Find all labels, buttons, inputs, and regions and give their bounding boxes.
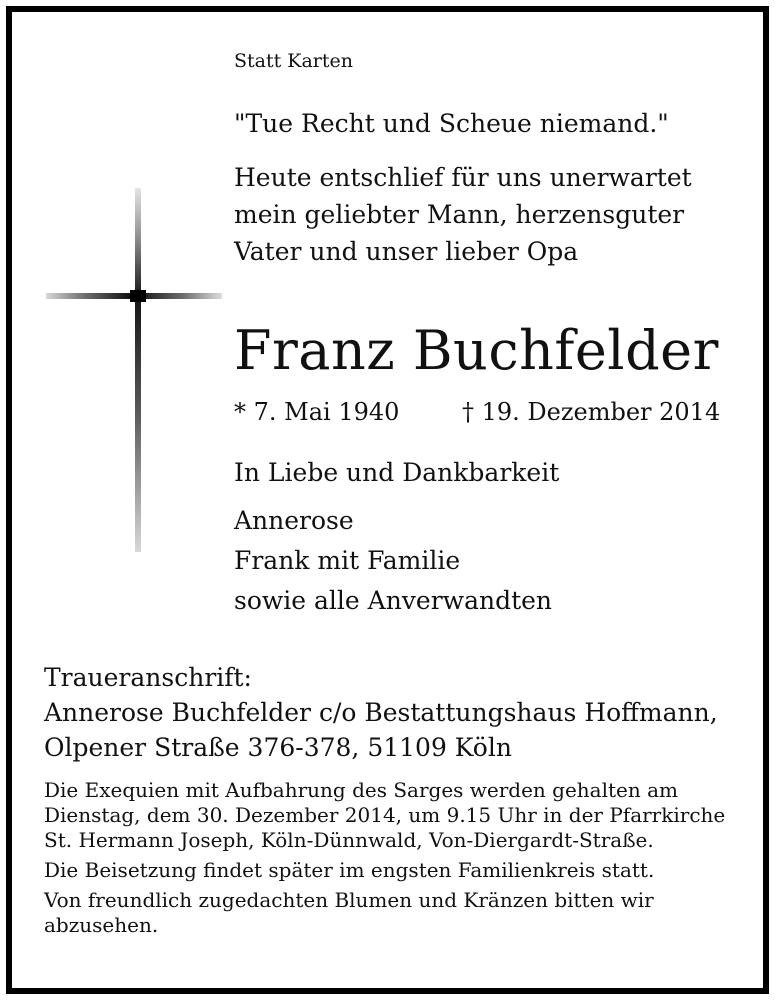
address-line: Annerose Buchfelder c/o Bestattungshaus Hoffmann, [44, 698, 718, 727]
life-dates [234, 398, 720, 426]
service-notes [44, 778, 725, 943]
mourner: Annerose [234, 506, 354, 535]
intro-line: Vater und unser lieber Opa [234, 237, 579, 266]
dedication: In Liebe und Dankbarkeit [234, 458, 560, 487]
note-line: Die Beisetzung findet später im engsten Familienkreis statt. [44, 858, 655, 882]
note-line: Von freundlich zugedachten Blumen und Kränzen bitten wir [44, 888, 654, 912]
mourner: sowie alle Anverwandten [234, 586, 553, 615]
motto-quote: "Tue Recht und Scheue niemand." [234, 109, 669, 138]
note-paragraph [44, 778, 725, 853]
note-paragraph [44, 888, 725, 938]
intro-text [234, 159, 692, 270]
intro-line: mein geliebter Mann, herzensguter [234, 200, 685, 229]
cross-icon [46, 188, 222, 552]
note-line: Die Exequien mit Aufbahrung des Sarges werden gehalten am [44, 778, 679, 802]
deceased-name: Franz Buchfelder [234, 319, 719, 382]
note-paragraph [44, 858, 725, 883]
intro-line: Heute entschlief für uns unerwartet [234, 163, 692, 192]
obituary-frame [6, 6, 769, 994]
death-date: † 19. Dezember 2014 [462, 398, 721, 426]
note-line: Dienstag, dem 30. Dezember 2014, um 9.15 Uhr in der Pfarrkirche [44, 803, 726, 827]
mourning-address [44, 660, 718, 765]
note-line: St. Hermann Joseph, Köln-Dünnwald, Von-Diergardt-Straße. [44, 828, 654, 852]
header-statt-karten: Statt Karten [234, 50, 354, 72]
mourner: Frank mit Familie [234, 546, 461, 575]
note-line: abzusehen. [44, 913, 159, 937]
address-line: Traueranschrift: [44, 663, 252, 692]
mourners-list [234, 501, 552, 621]
address-line: Olpener Straße 376-378, 51109 Köln [44, 733, 512, 762]
birth-date: * 7. Mai 1940 [234, 398, 400, 426]
